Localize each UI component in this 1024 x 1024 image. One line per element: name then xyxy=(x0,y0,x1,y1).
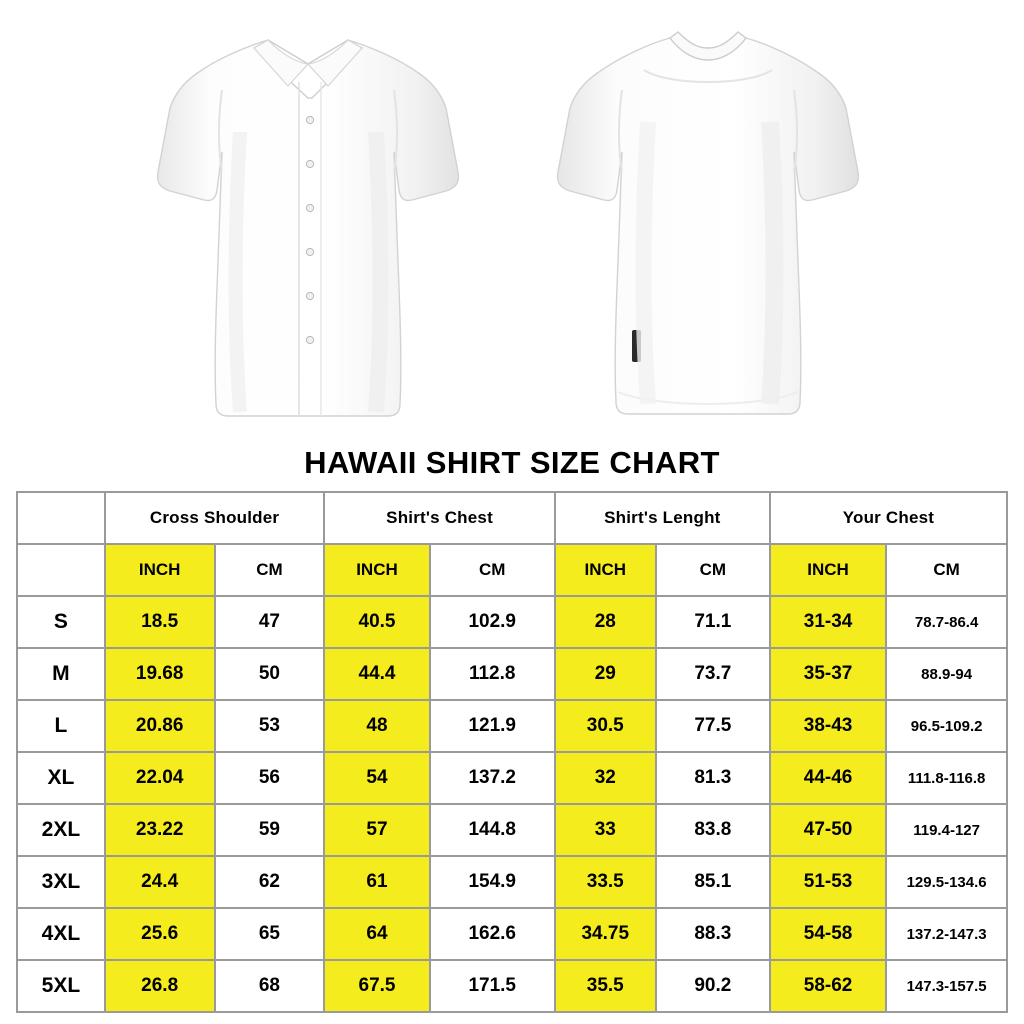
cell-shirts-lenght-cm: 73.7 xyxy=(656,648,770,700)
table-corner-cell-2 xyxy=(17,544,105,596)
cell-shirts-chest-inch: 48 xyxy=(324,700,429,752)
table-row xyxy=(17,648,1007,700)
cell-your-chest-cm: 119.4-127 xyxy=(886,804,1007,856)
cell-shirts-lenght-cm: 85.1 xyxy=(656,856,770,908)
cell-shirts-lenght-cm: 90.2 xyxy=(656,960,770,1012)
unit-header-cross-shoulder-inch: INCH xyxy=(105,544,215,596)
cell-shirts-lenght-cm: 83.8 xyxy=(656,804,770,856)
cell-your-chest-inch: 47-50 xyxy=(770,804,886,856)
cell-shirts-chest-cm: 154.9 xyxy=(430,856,555,908)
unit-header-cross-shoulder-cm: CM xyxy=(215,544,325,596)
cell-your-chest-inch: 54-58 xyxy=(770,908,886,960)
unit-header-your-chest-inch: INCH xyxy=(770,544,886,596)
cell-cross-shoulder-cm: 47 xyxy=(215,596,325,648)
cell-cross-shoulder-cm: 68 xyxy=(215,960,325,1012)
cell-shirts-lenght-inch: 33.5 xyxy=(555,856,656,908)
group-header-shirts-chest: Shirt's Chest xyxy=(324,492,554,544)
cell-cross-shoulder-inch: 25.6 xyxy=(105,908,215,960)
cell-cross-shoulder-inch: 20.86 xyxy=(105,700,215,752)
unit-header-shirts-lenght-cm: CM xyxy=(656,544,770,596)
size-label: 4XL xyxy=(17,908,105,960)
cell-shirts-chest-cm: 162.6 xyxy=(430,908,555,960)
cell-shirts-chest-inch: 54 xyxy=(324,752,429,804)
cell-your-chest-inch: 51-53 xyxy=(770,856,886,908)
cell-shirts-chest-inch: 40.5 xyxy=(324,596,429,648)
cell-your-chest-cm: 111.8-116.8 xyxy=(886,752,1007,804)
cell-shirts-lenght-cm: 81.3 xyxy=(656,752,770,804)
cell-your-chest-cm: 147.3-157.5 xyxy=(886,960,1007,1012)
cell-shirts-chest-cm: 171.5 xyxy=(430,960,555,1012)
cell-your-chest-cm: 137.2-147.3 xyxy=(886,908,1007,960)
size-chart-table-wrapper xyxy=(0,491,1024,1013)
cell-cross-shoulder-cm: 59 xyxy=(215,804,325,856)
unit-header-shirts-chest-inch: INCH xyxy=(324,544,429,596)
group-header-your-chest: Your Chest xyxy=(770,492,1007,544)
cell-shirts-lenght-inch: 35.5 xyxy=(555,960,656,1012)
cell-your-chest-cm: 78.7-86.4 xyxy=(886,596,1007,648)
size-chart-table xyxy=(16,491,1008,1013)
cell-shirts-lenght-cm: 71.1 xyxy=(656,596,770,648)
cell-shirts-chest-inch: 61 xyxy=(324,856,429,908)
cell-cross-shoulder-inch: 23.22 xyxy=(105,804,215,856)
cell-your-chest-cm: 129.5-134.6 xyxy=(886,856,1007,908)
cell-shirts-chest-cm: 137.2 xyxy=(430,752,555,804)
table-group-header-row xyxy=(17,492,1007,544)
group-header-cross-shoulder: Cross Shoulder xyxy=(105,492,325,544)
cell-cross-shoulder-inch: 24.4 xyxy=(105,856,215,908)
cell-your-chest-inch: 58-62 xyxy=(770,960,886,1012)
table-row xyxy=(17,960,1007,1012)
size-label: L xyxy=(17,700,105,752)
cell-shirts-lenght-inch: 34.75 xyxy=(555,908,656,960)
table-corner-cell xyxy=(17,492,105,544)
cell-cross-shoulder-inch: 22.04 xyxy=(105,752,215,804)
size-label: 2XL xyxy=(17,804,105,856)
shirt-illustrations xyxy=(0,0,1024,445)
cell-shirts-lenght-inch: 32 xyxy=(555,752,656,804)
cell-shirts-chest-inch: 67.5 xyxy=(324,960,429,1012)
unit-header-your-chest-cm: CM xyxy=(886,544,1007,596)
cell-cross-shoulder-cm: 62 xyxy=(215,856,325,908)
table-row xyxy=(17,596,1007,648)
cell-shirts-chest-cm: 121.9 xyxy=(430,700,555,752)
white-short-sleeve-shirt-back-icon xyxy=(548,12,868,432)
cell-shirts-chest-cm: 102.9 xyxy=(430,596,555,648)
cell-shirts-lenght-inch: 33 xyxy=(555,804,656,856)
cell-shirts-lenght-inch: 28 xyxy=(555,596,656,648)
cell-cross-shoulder-inch: 19.68 xyxy=(105,648,215,700)
table-row xyxy=(17,700,1007,752)
table-unit-header-row xyxy=(17,544,1007,596)
cell-shirts-lenght-inch: 30.5 xyxy=(555,700,656,752)
group-header-shirts-lenght: Shirt's Lenght xyxy=(555,492,770,544)
cell-cross-shoulder-inch: 18.5 xyxy=(105,596,215,648)
size-label: 5XL xyxy=(17,960,105,1012)
cell-your-chest-inch: 44-46 xyxy=(770,752,886,804)
white-short-sleeve-shirt-front-icon xyxy=(148,12,468,432)
cell-your-chest-inch: 31-34 xyxy=(770,596,886,648)
unit-header-shirts-lenght-inch: INCH xyxy=(555,544,656,596)
cell-your-chest-inch: 38-43 xyxy=(770,700,886,752)
cell-shirts-lenght-inch: 29 xyxy=(555,648,656,700)
cell-cross-shoulder-inch: 26.8 xyxy=(105,960,215,1012)
size-label: S xyxy=(17,596,105,648)
table-row xyxy=(17,804,1007,856)
cell-shirts-chest-cm: 144.8 xyxy=(430,804,555,856)
size-label: XL xyxy=(17,752,105,804)
cell-shirts-chest-cm: 112.8 xyxy=(430,648,555,700)
cell-shirts-lenght-cm: 77.5 xyxy=(656,700,770,752)
table-row xyxy=(17,908,1007,960)
table-row xyxy=(17,752,1007,804)
cell-cross-shoulder-cm: 50 xyxy=(215,648,325,700)
cell-your-chest-cm: 88.9-94 xyxy=(886,648,1007,700)
cell-shirts-lenght-cm: 88.3 xyxy=(656,908,770,960)
size-label: 3XL xyxy=(17,856,105,908)
cell-your-chest-inch: 35-37 xyxy=(770,648,886,700)
unit-header-shirts-chest-cm: CM xyxy=(430,544,555,596)
cell-cross-shoulder-cm: 53 xyxy=(215,700,325,752)
page-title: HAWAII SHIRT SIZE CHART xyxy=(304,445,720,480)
size-label: M xyxy=(17,648,105,700)
cell-shirts-chest-inch: 44.4 xyxy=(324,648,429,700)
cell-shirts-chest-inch: 57 xyxy=(324,804,429,856)
cell-shirts-chest-inch: 64 xyxy=(324,908,429,960)
cell-your-chest-cm: 96.5-109.2 xyxy=(886,700,1007,752)
cell-cross-shoulder-cm: 65 xyxy=(215,908,325,960)
cell-cross-shoulder-cm: 56 xyxy=(215,752,325,804)
table-row xyxy=(17,856,1007,908)
